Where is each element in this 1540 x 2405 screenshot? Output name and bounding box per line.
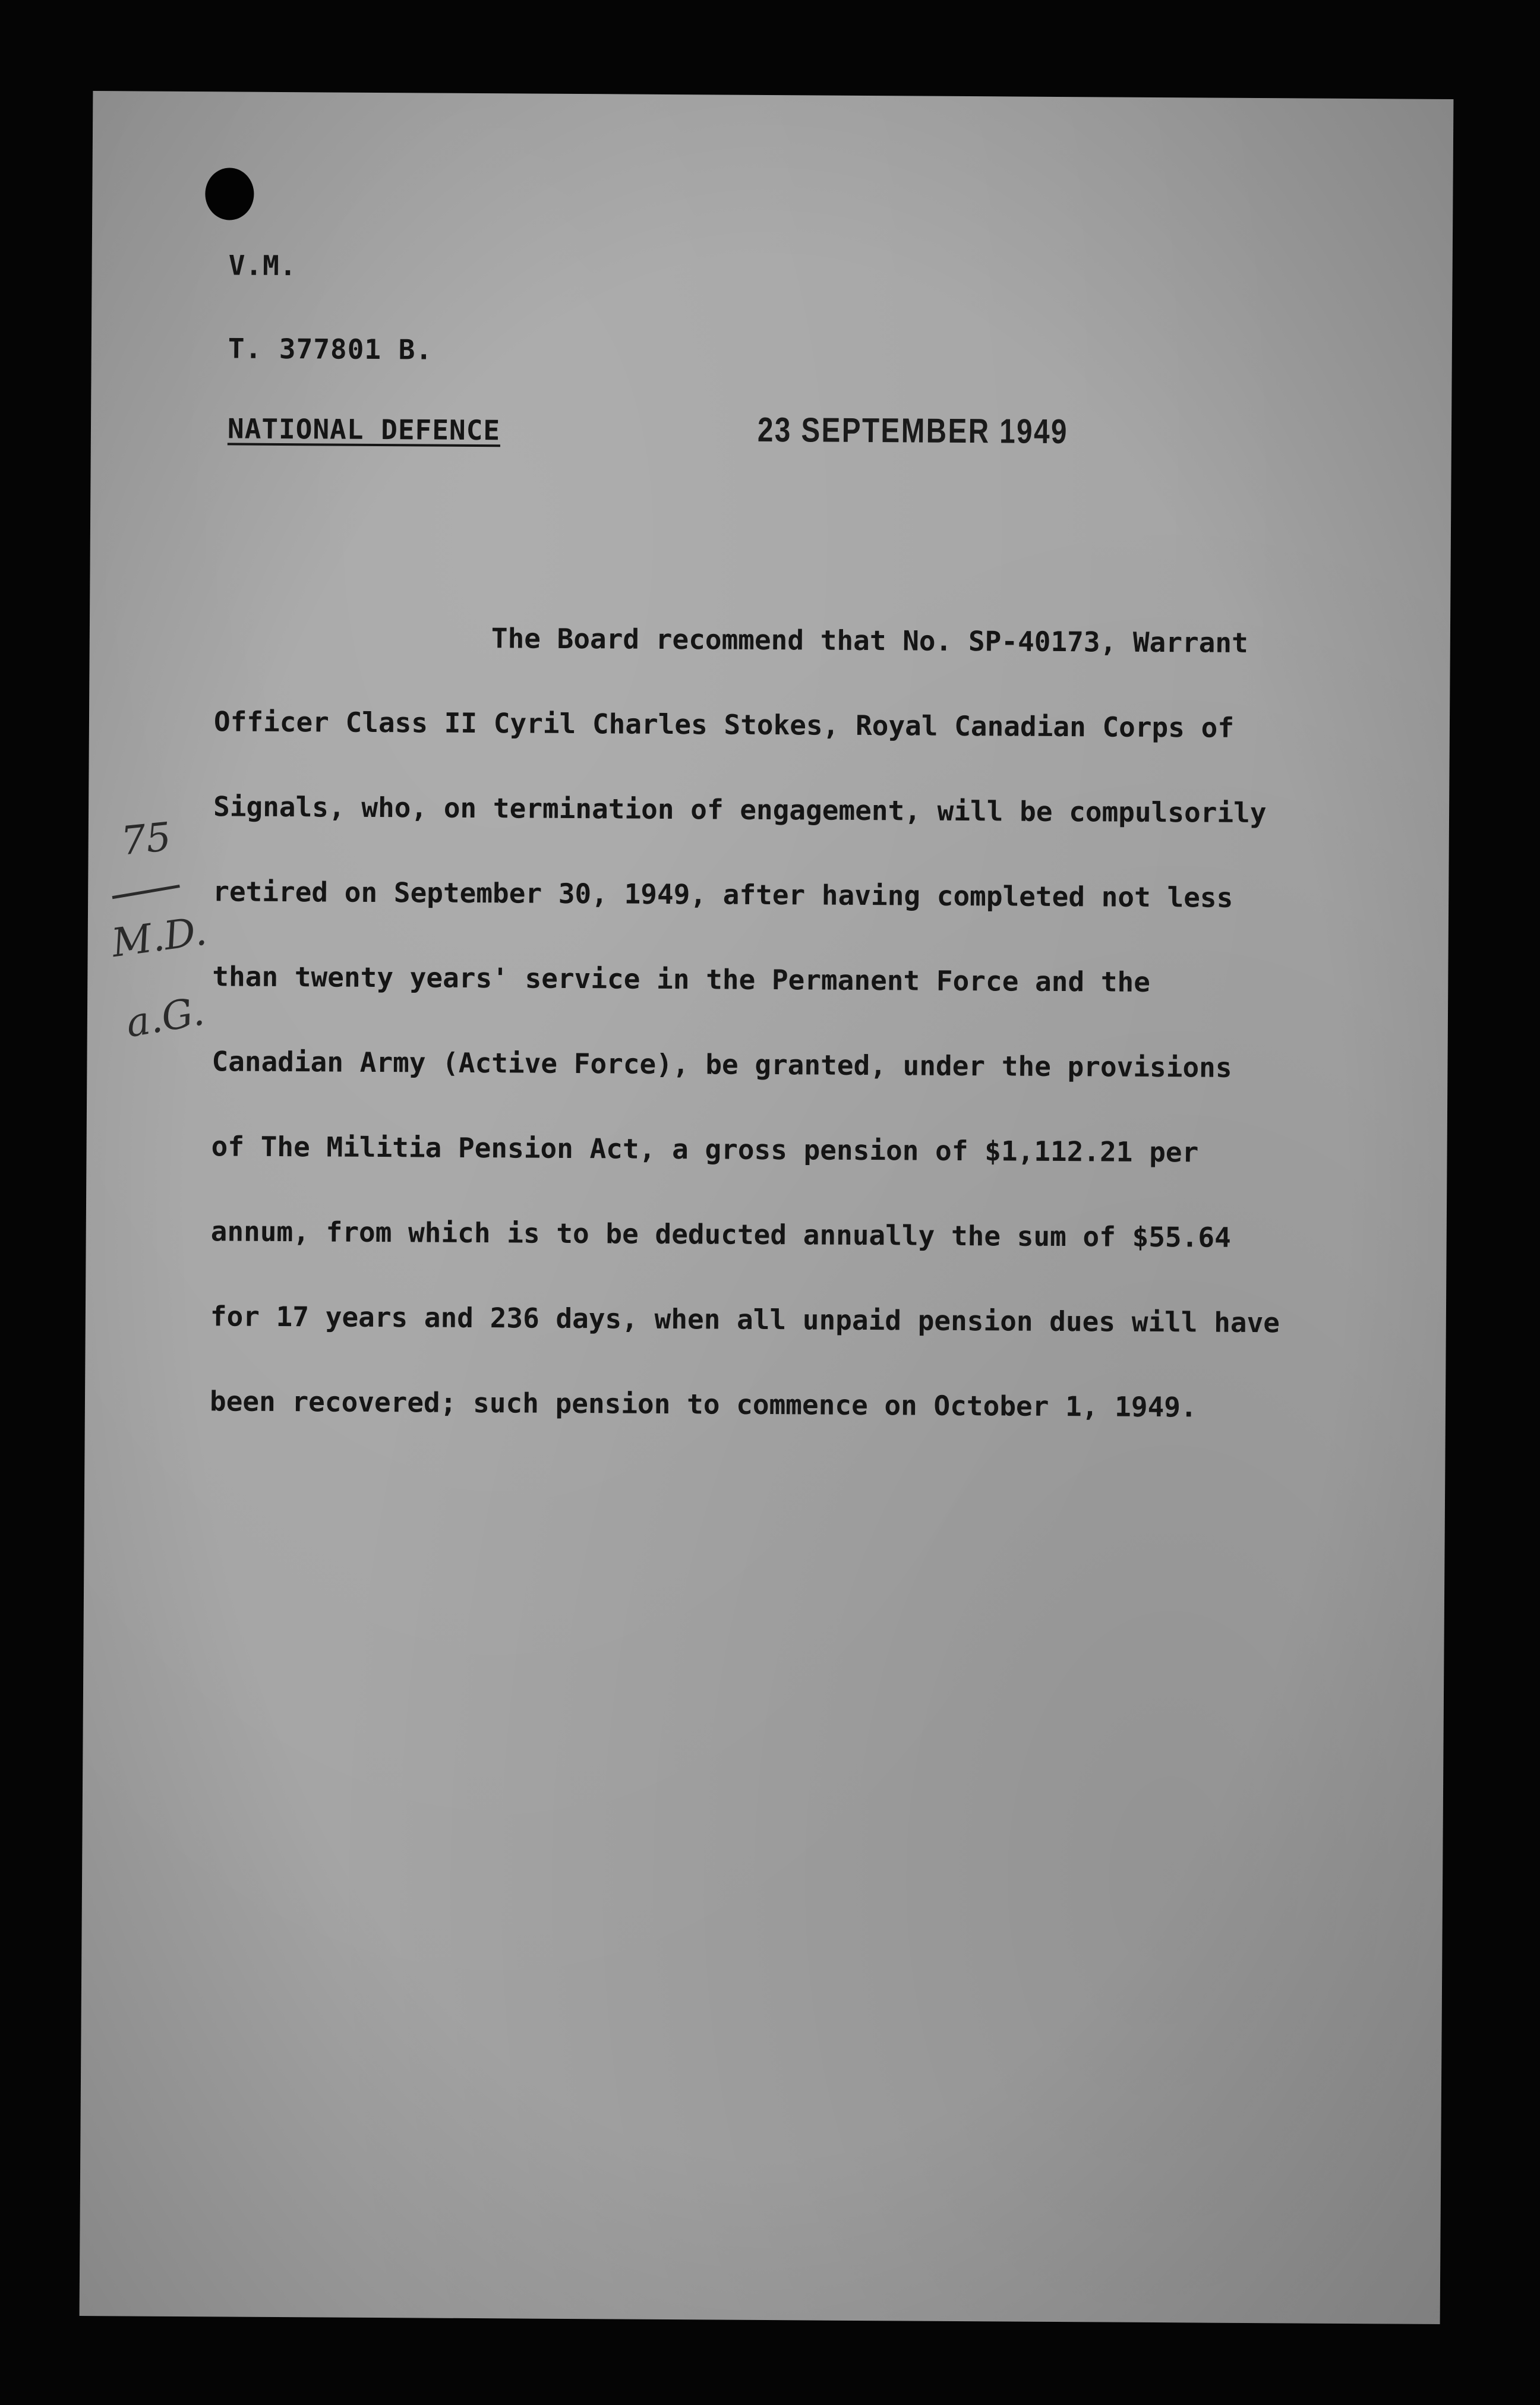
margin-note-rule (112, 885, 180, 899)
body-line: The Board recommend that No. SP-40173, Warrant (491, 622, 1248, 659)
body-line: been recovered; such pension to commence on October 1, 1949. (209, 1385, 1197, 1424)
body-line: Signals, who, on termination of engagement, will be compulsorily (213, 790, 1267, 829)
department-heading: NATIONAL DEFENCE (227, 412, 501, 447)
body-line: annum, from which is to be deducted annually the sum of $55.64 (210, 1215, 1231, 1254)
body-line: Officer Class II Cyril Charles Stokes, Royal Canadian Corps of (213, 705, 1235, 744)
body-line: retired on September 30, 1949, after having completed not less (213, 875, 1233, 914)
punch-hole (205, 168, 254, 220)
reference-initials: V.M. (228, 249, 297, 282)
file-number: T. 377801 B. (228, 332, 433, 366)
body-line: of The Militia Pension Act, a gross pension of $1,112.21 per (211, 1130, 1199, 1169)
date-stamp: 23 SEPTEMBER 1949 (757, 410, 1069, 452)
margin-note-initials: a.G. (122, 988, 208, 1047)
document-page (80, 91, 1454, 2324)
margin-note-number: 75 (119, 813, 173, 864)
body-line: for 17 years and 236 days, when all unpaid pension dues will have (210, 1300, 1280, 1339)
body-line: Canadian Army (Active Force), be granted, under the provisions (212, 1045, 1232, 1084)
margin-note-initials: M.D. (109, 908, 210, 967)
body-line: than twenty years' service in the Permanent Force and the (212, 960, 1151, 998)
